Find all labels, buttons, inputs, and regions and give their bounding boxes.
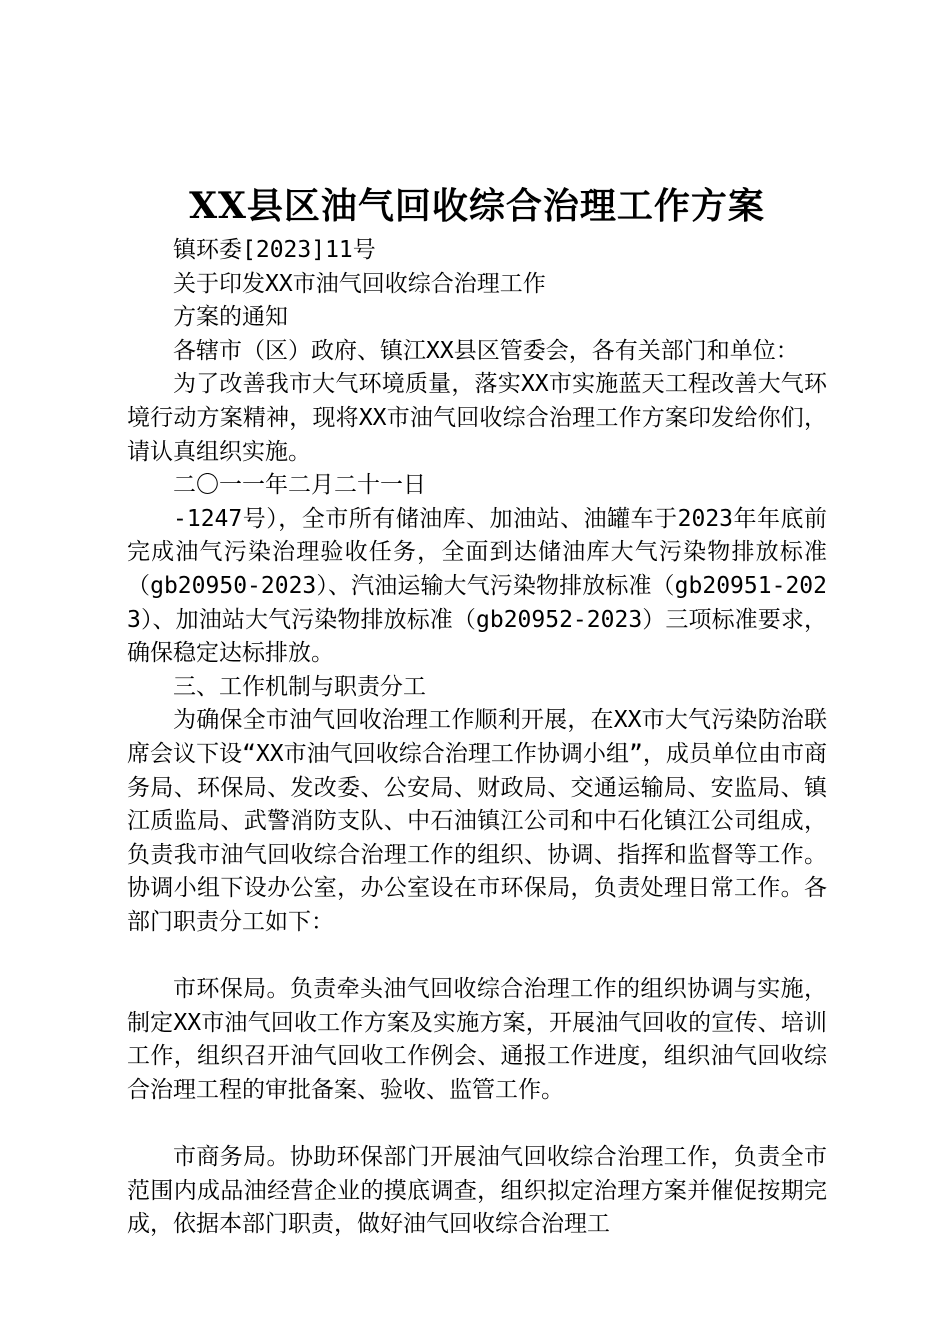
env-bureau-paragraph: 市环保局。负责牵头油气回收综合治理工作的组织协调与实施，制定XX市油气回收工作方案及实施方案，开展油气回收的宣传、培训工作，组织召开油气回收工作例会、通报工作进度，组织油气回收综合治理工程的审批备案、验收、监管工作。 bbox=[127, 976, 827, 1103]
document-body bbox=[127, 234, 827, 1242]
intro-paragraph: 为了改善我市大气环境质量，落实XX市实施蓝天工程改善大气环境行动方案精神，现将XX市油气回收综合治理工作方案印发给你们，请认真组织实施。 bbox=[127, 371, 827, 465]
notice-title-line-2: 方案的通知 bbox=[173, 304, 288, 331]
document-number: 镇环委[2023]11号 bbox=[173, 237, 376, 263]
notice-title-line-1: 关于印发XX市油气回收综合治理工作 bbox=[173, 270, 546, 297]
document-title: XX县区油气回收综合治理工作方案 bbox=[189, 185, 765, 227]
standards-paragraph: -1247号），全市所有储油库、加油站、油罐车于2023年年底前完成油气污染治理验收任务，全面到达储油库大气污染物排放标准（gb20950-2023）、汽油运输大气污染物排放标准（gb20951-2023）、加油站大气污染物排放标准（gb20952-2023）三项标准要求，确保稳定达标排放。 bbox=[127, 505, 827, 667]
addressee: 各辖市（区）政府、镇江XX县区管委会，各有关部门和单位： bbox=[173, 337, 799, 364]
mechanism-paragraph: 为确保全市油气回收治理工作顺利开展，在XX市大气污染防治联席会议下设“XX市油气回收综合治理工作协调小组”，成员单位由市商务局、环保局、发改委、公安局、财政局、交通运输局、安监局、镇江质监局、武警消防支队、中石油镇江公司和中石化镇江公司组成，负责我市油气回收综合治理工作的组织、协调、指挥和监督等工作。协调小组下设办公室，办公室设在市环保局，负责处理日常工作。各部门职责分工如下： bbox=[127, 707, 827, 935]
date-line: 二〇一一年二月二十一日 bbox=[173, 472, 426, 499]
commerce-bureau-paragraph: 市商务局。协助环保部门开展油气回收综合治理工作，负责全市范围内成品油经营企业的摸底调查，组织拟定治理方案并催促按期完成，依据本部门职责，做好油气回收综合治理工 bbox=[127, 1144, 827, 1238]
section-heading: 三、工作机制与职责分工 bbox=[173, 673, 426, 700]
